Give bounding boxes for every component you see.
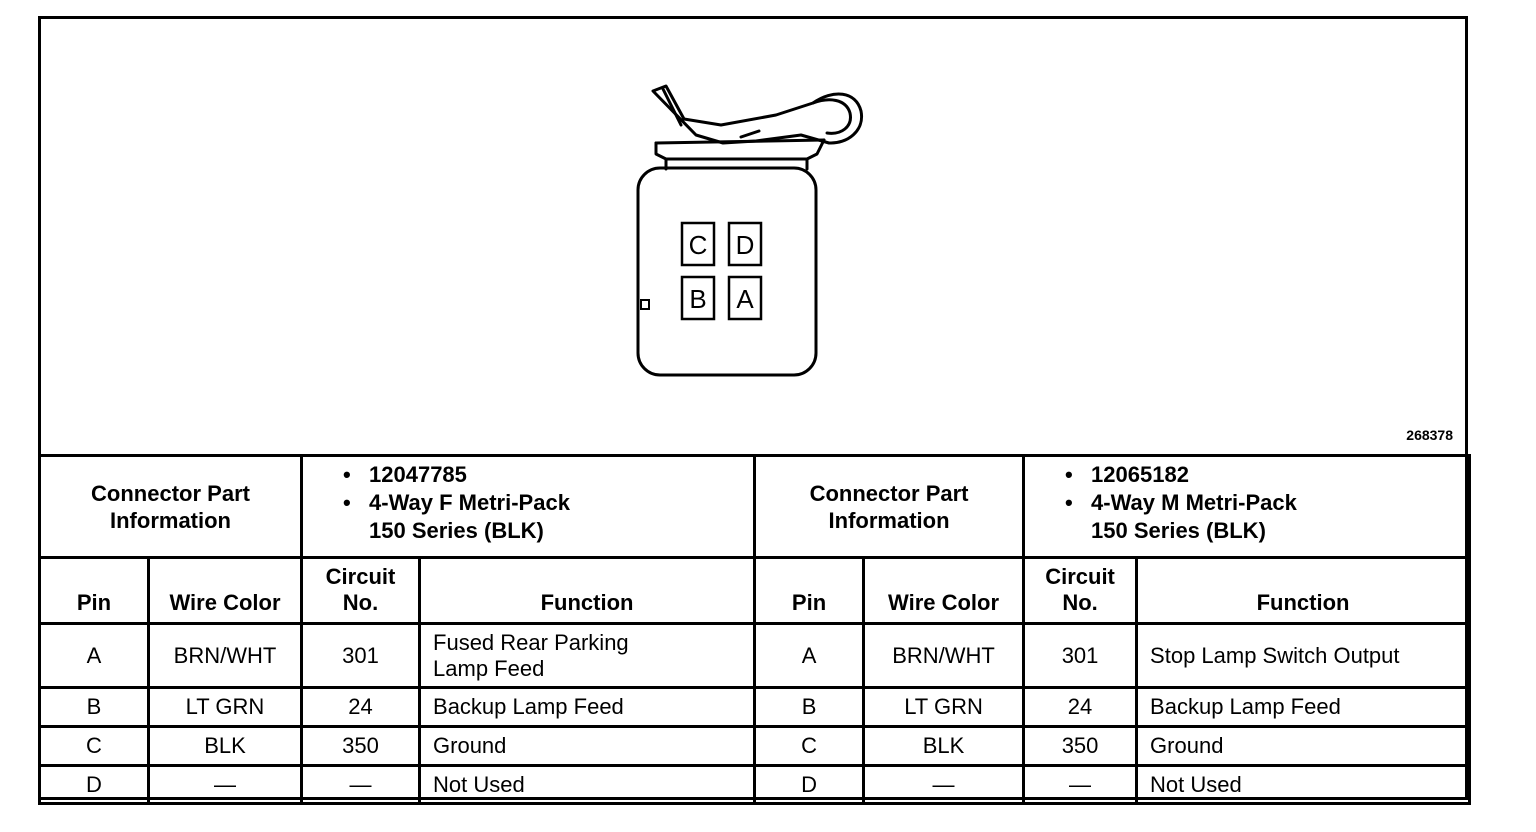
figure-frame [38, 16, 1468, 800]
right-header-pin: Pin [755, 558, 864, 624]
right-circuit: 301 [1024, 624, 1137, 688]
table-row [40, 727, 1470, 766]
part-info-row [40, 456, 1470, 558]
right-circuit: 350 [1024, 727, 1137, 766]
left-part-description: 4-Way F Metri-Pack [369, 490, 570, 515]
right-wire-color: BRN/WHT [864, 624, 1024, 688]
left-part-number: 12047785 [369, 462, 467, 487]
left-part-series: 150 Series (BLK) [369, 518, 544, 543]
right-header-circuit: Circuit No. [1024, 558, 1137, 624]
left-pin: C [40, 727, 149, 766]
header-row [40, 558, 1470, 624]
left-circuit: 301 [302, 624, 420, 688]
left-header-pin: Pin [40, 558, 149, 624]
left-wire-color: LT GRN [149, 688, 302, 727]
left-function: Backup Lamp Feed [420, 688, 755, 727]
left-circuit: 24 [302, 688, 420, 727]
left-header-circuit: Circuit No. [302, 558, 420, 624]
right-function: Ground [1137, 727, 1470, 766]
table-row [40, 688, 1470, 727]
right-function: Stop Lamp Switch Output [1137, 624, 1470, 688]
connector-body [638, 168, 816, 375]
left-pin: A [40, 624, 149, 688]
right-function: Not Used [1137, 766, 1470, 804]
right-part-number: 12065182 [1091, 462, 1189, 487]
table-row [40, 624, 1470, 688]
right-function: Backup Lamp Feed [1137, 688, 1470, 727]
connector-latch [653, 86, 862, 169]
right-circuit: 24 [1024, 688, 1137, 727]
right-part-label: Connector Part Information [755, 456, 1024, 558]
left-circuit: 350 [302, 727, 420, 766]
pin-label-a: A [736, 284, 754, 314]
right-part-info: • 12065182 • 4-Way M Metri-Pack 150 Series (BLK) [1024, 456, 1470, 558]
figure-id: 268378 [1406, 427, 1453, 443]
right-pin: B [755, 688, 864, 727]
left-wire-color: BRN/WHT [149, 624, 302, 688]
left-function: Ground [420, 727, 755, 766]
table-row [40, 766, 1470, 804]
right-pin: C [755, 727, 864, 766]
left-pin: B [40, 688, 149, 727]
left-function: Not Used [420, 766, 755, 804]
pin-label-c: C [688, 230, 708, 260]
right-part-series: 150 Series (BLK) [1091, 518, 1266, 543]
connector-drawing [41, 19, 1465, 454]
right-circuit: — [1024, 766, 1137, 804]
pin-label-d: D [735, 230, 755, 260]
left-pin: D [40, 766, 149, 804]
right-header-wire-color: Wire Color [864, 558, 1024, 624]
left-part-info: • 12047785 • 4-Way F Metri-Pack 150 Series (BLK) [302, 456, 755, 558]
connector-key-tab [641, 300, 649, 309]
right-pin: A [755, 624, 864, 688]
left-circuit: — [302, 766, 420, 804]
right-pin: D [755, 766, 864, 804]
left-wire-color: — [149, 766, 302, 804]
right-wire-color: BLK [864, 727, 1024, 766]
left-part-label: Connector Part Information [40, 456, 302, 558]
left-header-wire-color: Wire Color [149, 558, 302, 624]
left-header-function: Function [420, 558, 755, 624]
right-wire-color: — [864, 766, 1024, 804]
connector-diagram [41, 19, 1465, 454]
right-part-description: 4-Way M Metri-Pack [1091, 490, 1297, 515]
left-function: Fused Rear Parking Lamp Feed [420, 624, 755, 688]
pin-label-b: B [689, 284, 707, 314]
pinout-table [38, 454, 1471, 805]
right-header-function: Function [1137, 558, 1470, 624]
right-wire-color: LT GRN [864, 688, 1024, 727]
left-wire-color: BLK [149, 727, 302, 766]
